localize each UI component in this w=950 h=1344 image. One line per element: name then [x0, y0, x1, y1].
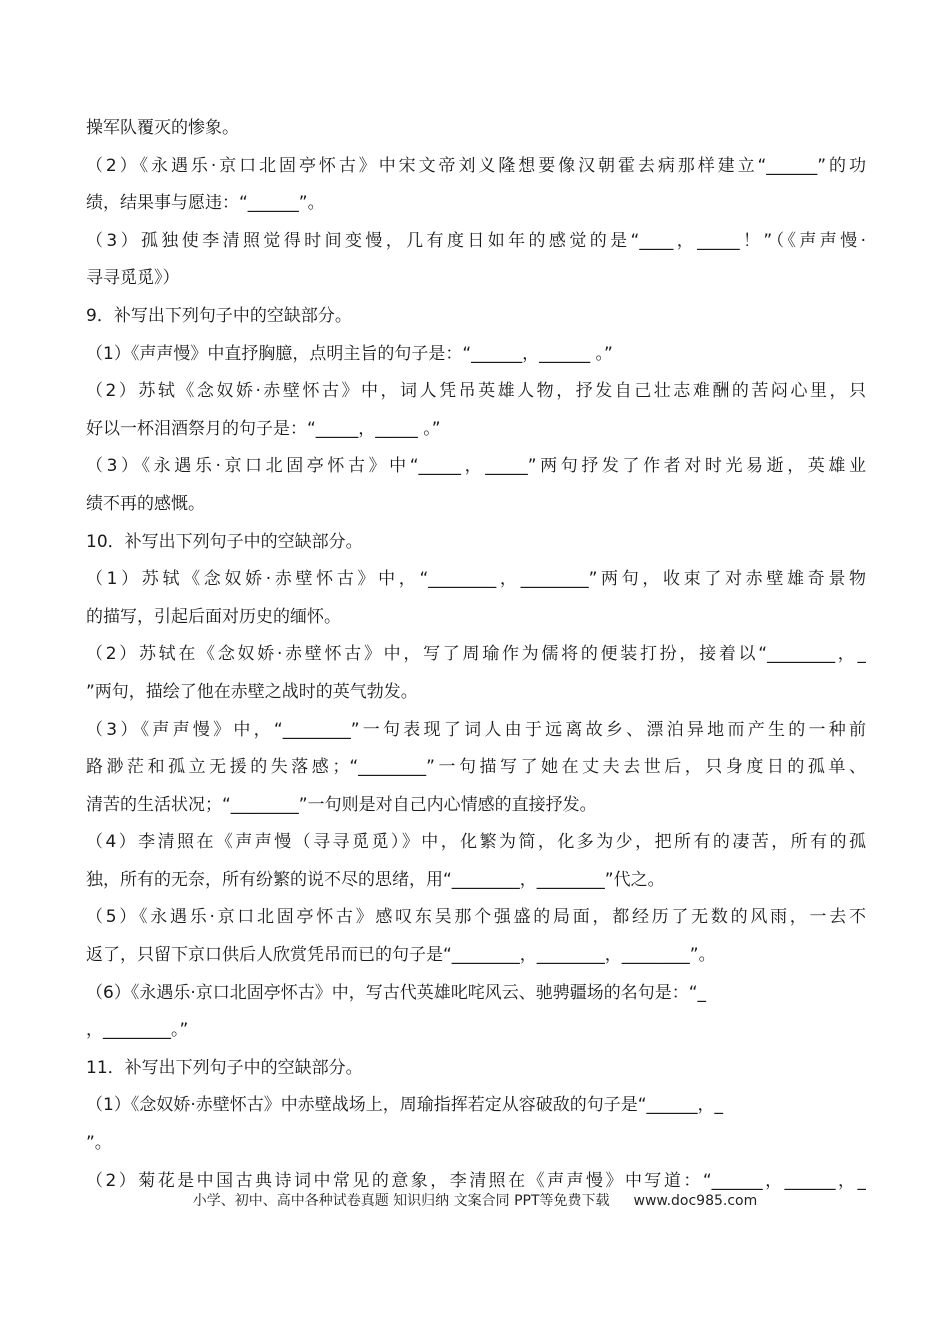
text-line: 10．补写出下列句子中的空缺部分。 — [86, 531, 363, 552]
text-line: 9．补写出下列句子中的空缺部分。 — [86, 305, 352, 326]
text-line: （2）菊花是中国古典诗词中常见的意象，李清照在《声声慢》中写道：“______，______，_ — [86, 1170, 866, 1191]
text-line: ”两句，描绘了他在赤壁之战时的英气勃发。 — [86, 681, 418, 702]
text-line: 寻寻觅觅》） — [86, 268, 180, 289]
text-line: 11．补写出下列句子中的空缺部分。 — [86, 1057, 363, 1078]
text-line: 的描写，引起后面对历史的缅怀。 — [86, 606, 341, 627]
text-line: （5）《永遇乐·京口北固亭怀古》感叹东吴那个强盛的局面，都经历了无数的风雨，一去不 — [86, 907, 866, 928]
text-line: （2）苏轼在《念奴娇·赤壁怀古》中，写了周瑜作为儒将的便装打扮，接着以“________，_ — [86, 644, 866, 665]
text-line: （2）《永遇乐·京口北固亭怀古》中宋文帝刘义隆想要像汉朝霍去病那样建立“______”的功 — [86, 155, 866, 176]
text-line: （6）《永遇乐·京口北固亭怀古》中，写古代英雄叱咤风云、驰骋疆场的名句是：“_ — [86, 982, 707, 1003]
text-line: （1）苏轼《念奴娇·赤壁怀古》中，“________，________”两句，收束了对赤壁雄奇景物 — [86, 569, 866, 590]
text-line: 返了，只留下京口供后人欣赏凭吊而已的句子是“________，________，________”。 — [86, 945, 716, 966]
footer — [0, 1190, 950, 1210]
text-line: （1）《念奴娇·赤壁怀古》中赤壁战场上，周瑜指挥若定从容破敌的句子是“______，_ — [86, 1095, 724, 1116]
document-page — [86, 110, 866, 1200]
text-line: 独，所有的无奈，所有纷繁的说不尽的思绪，用“________，________”代之。 — [86, 869, 665, 890]
footer-text: 小学、初中、高中各种试卷真题 知识归纳 文案合同 PPT等免费下载 — [192, 1193, 610, 1209]
text-line: （3）孤独使李清照觉得时间变慢，几有度日如年的感觉的是“____，_____！”（《声声慢· — [86, 230, 866, 251]
text-line: 清苦的生活状况；“________”一句则是对自己内心情感的直接抒发。 — [86, 794, 597, 815]
text-line: 绩，结果事与愿违：“______”。 — [86, 193, 325, 214]
text-line: （2）苏轼《念奴娇·赤壁怀古》中，词人凭吊英雄人物，抒发自己壮志难酬的苦闷心里，只 — [86, 381, 866, 402]
text-line: 好以一杯泪酒祭月的句子是：“_____，_____ 。” — [86, 418, 441, 439]
text-line: ”。 — [86, 1133, 112, 1154]
footer-url[interactable]: www.doc985.com — [633, 1193, 758, 1209]
text-line: （3）《永遇乐·京口北固亭怀古》中“_____，_____”两句抒发了作者对时光易逝，英雄业 — [86, 456, 866, 477]
text-line: （3）《声声慢》中，“________”一句表现了词人由于远离故乡、漂泊异地而产生的一种前 — [86, 719, 866, 740]
text-line: 绩不再的感慨。 — [86, 493, 205, 514]
text-line: 操军队覆灭的惨象。 — [86, 118, 239, 138]
text-line: （4）李清照在《声声慢（寻寻觅觅）》中，化繁为简，化多为少，把所有的凄苦，所有的孤 — [86, 832, 866, 853]
text-line: （1）《声声慢》中直抒胸臆，点明主旨的句子是：“______，______ 。” — [86, 343, 613, 364]
text-line: 路渺茫和孤立无援的失落感；“________”一句描写了她在丈夫去世后，只身度日的孤单、 — [86, 757, 866, 778]
text-line: ，________。” — [86, 1020, 189, 1041]
